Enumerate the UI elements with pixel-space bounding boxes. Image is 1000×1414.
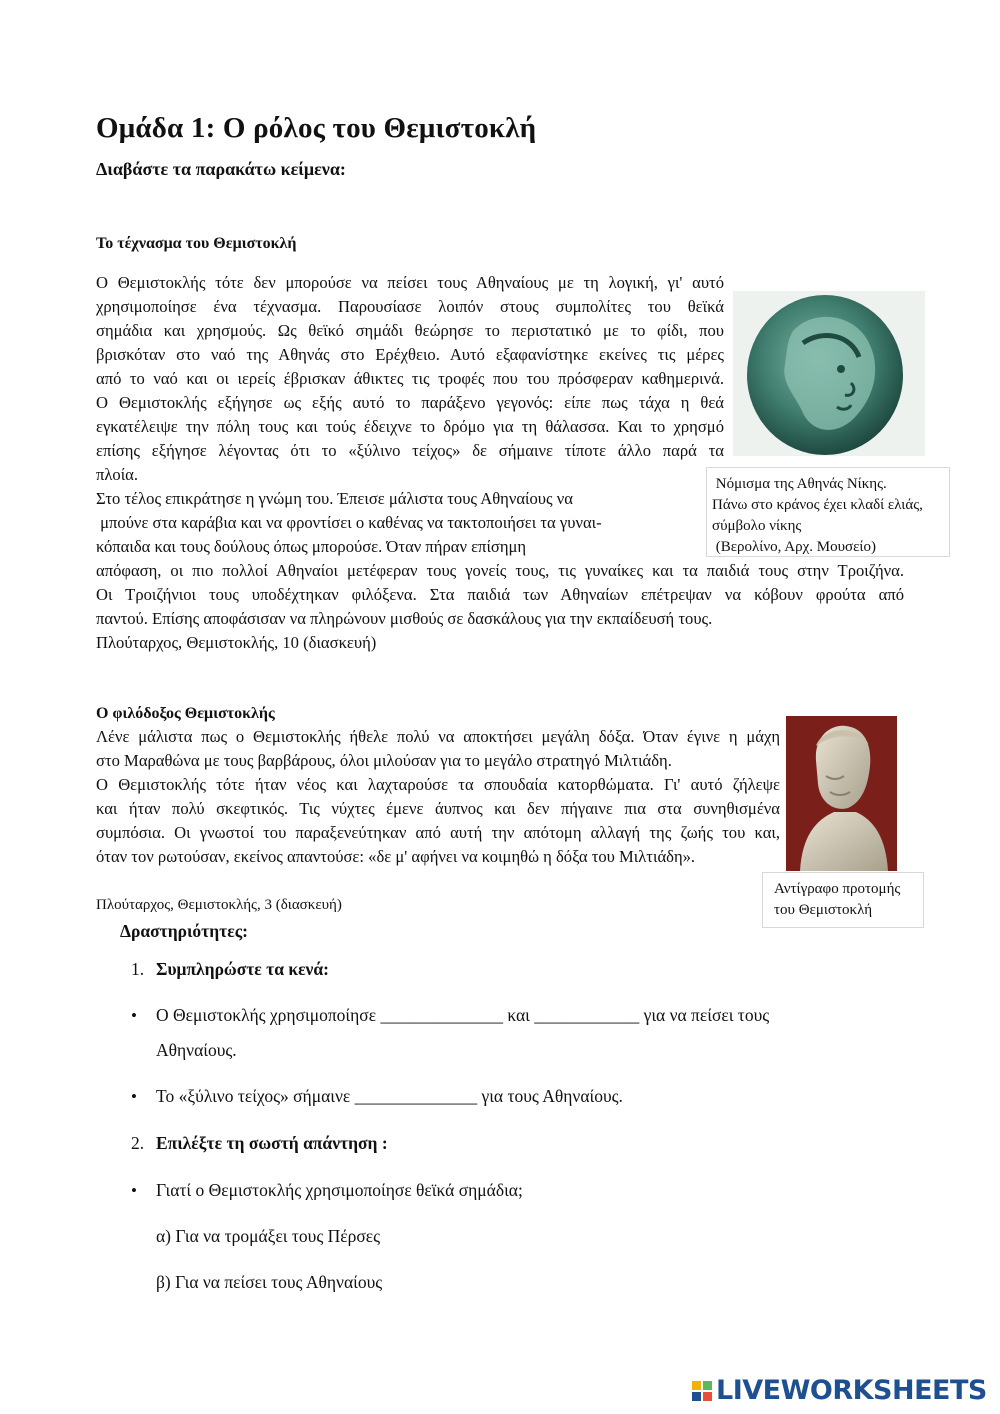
text-line: απόφαση, οι πιο πολλοί Αθηναίοι μετέφεραν τους γονείς τους, τις γυναίκες και τα παιδιά τους στην Τροιζήνα. <box>96 561 904 580</box>
logo-icon <box>692 1381 712 1401</box>
logo-square <box>692 1392 701 1401</box>
answer-option-a[interactable]: α) Για να τρομάξει τους Πέρσες <box>156 1226 381 1246</box>
fill-blank-sentence-1[interactable]: Ο Θεμιστοκλής χρησιμοποίησε ______________ και ____________ για να πείσει τους <box>156 1005 770 1025</box>
text-line: συμπόσια. Οι γνωστοί του παραξενεύτηκαν από αυτή την απότομη αλλαγή της ζωής του και, <box>96 823 780 842</box>
source-citation: Πλούταρχος, Θεμιστοκλής, 3 (διασκευή) <box>96 897 342 913</box>
caption-line: (Βερολίνο, Αρχ. Μουσείο) <box>712 539 876 555</box>
logo-square <box>703 1392 712 1401</box>
text-line: στο Μαραθώνα με τους βαρβάρους, όλοι μιλούσαν για το μεγάλο στρατηγό Μιλτιάδη. <box>96 751 672 770</box>
text-line: όταν τον ρωτούσαν, εκείνος απαντούσε: «δε μ' αφήνει να κοιμηθώ η δόξα του Μιλτιάδη». <box>96 847 696 866</box>
text-line: κόπαιδα και τους δούλους όπως μπορούσε. Όταν πήραν επίσημη <box>96 537 527 556</box>
fill-blank-sentence-2[interactable]: Το «ξύλινο τείχος» σήμαινε ______________ για τους Αθηναίους. <box>156 1086 623 1106</box>
text-line: βρισκόταν στο ναό της Αθηνάς στο Ερέχθειο. Αυτό εξαφανίστηκε εκείνες τις μέρες <box>96 345 724 364</box>
text-line: Ο Θεμιστοκλής τότε δεν μπορούσε να πείσει τους Αθηναίους με τη λογική, γι' αυτό <box>96 273 724 292</box>
text-line: Ο Θεμιστοκλής τότε ήταν νέος και λαχταρούσε τα σπουδαία κατορθώματα. Γι' αυτό ζήλεψε <box>96 775 780 794</box>
question-2-label: Επιλέξτε τη σωστή απάντηση : <box>156 1133 388 1153</box>
text-line: από το ναό και οι ιερείς έβρισκαν άθικτες τις τροφές που του πρόσφεραν καθημερινά. <box>96 369 724 388</box>
page-title: Ομάδα 1: Ο ρόλος του Θεμιστοκλή <box>96 112 537 144</box>
text-line: Ο Θεμιστοκλής εξήγησε ως εξής αυτό το παράξενο γεγονός: είπε πως τάχα η θεά <box>96 393 724 412</box>
text-line: εγκατέλειψε την πόλη τους και τούς έδειχνε το δρόμο για τη θάλασσα. Και το χρησμό <box>96 417 724 436</box>
text-line: πλοία. <box>96 465 139 484</box>
question-2-text: Γιατί ο Θεμιστοκλής χρησιμοποίησε θεϊκά σημάδια; <box>156 1180 523 1200</box>
bullet: • <box>131 1181 137 1200</box>
bust-image <box>786 716 897 871</box>
bust-caption <box>762 872 924 928</box>
activities-heading: Δραστηριότητες: <box>120 921 248 941</box>
section-heading-ambitious: Ο φιλόδοξος Θεμιστοκλής <box>96 705 275 722</box>
instructions: Διαβάστε τα παρακάτω κείμενα: <box>96 159 346 179</box>
logo-text: LIVEWORKSHEETS <box>716 1375 987 1406</box>
bullet: • <box>131 1087 137 1106</box>
section-heading-trick: Το τέχνασμα του Θεμιστοκλή <box>96 235 297 252</box>
text-line: Στο τέλος επικράτησε η γνώμη του. Έπεισε μάλιστα τους Αθηναίους να <box>96 489 573 508</box>
caption-line: Αντίγραφο προτομής <box>774 881 901 897</box>
coin-caption <box>706 467 950 557</box>
text-line: Λένε μάλιστα πως ο Θεμιστοκλής ήθελε πολύ να αποκτήσει μεγάλη δόξα. Όταν έγινε η μάχη <box>96 727 780 746</box>
source-citation: Πλούταρχος, Θεμιστοκλής, 10 (διασκευή) <box>96 633 377 652</box>
liveworksheets-logo <box>692 1375 987 1406</box>
question-1-label: Συμπληρώστε τα κενά: <box>156 959 329 979</box>
caption-line: Πάνω στο κράνος έχει κλαδί ελιάς, <box>712 497 923 513</box>
question-number: 2. <box>131 1133 145 1153</box>
logo-square <box>703 1381 712 1390</box>
logo-square <box>692 1381 701 1390</box>
text-line: μπούνε στα καράβια και να φροντίσει ο καθένας να τακτοποιήσει τα γυναι- <box>96 513 602 532</box>
text-line: παντού. Επίσης αποφάσισαν να πληρώνουν μισθούς σε δασκάλους για την εκπαίδευσή τους. <box>96 609 713 628</box>
coin-image <box>733 291 925 456</box>
caption-line: σύμβολο νίκης <box>712 518 802 534</box>
caption-line: Νόμισμα της Αθηνάς Νίκης. <box>712 476 887 492</box>
text-line: χρησιμοποίησε ένα τέχνασμα. Παρουσίασε λοιπόν στους συμπολίτες του θεϊκά <box>96 297 724 316</box>
fill-blank-sentence-1-cont: Αθηναίους. <box>156 1040 237 1060</box>
text-line: και ήταν πολύ σκεφτικός. Τις νύχτες έμενε άυπνος και δεν πήγαινε πια στα συνηθισμένα <box>96 799 780 818</box>
text-line: επίσης εξήγησε λέγοντας ότι το «ξύλινο τείχος» δε σήμαινε τίποτε άλλο παρά τα <box>96 441 724 460</box>
caption-line: του Θεμιστοκλή <box>774 902 873 918</box>
text-line: Οι Τροιζήνιοι τους υποδέχτηκαν φιλόξενα. Στα παιδιά των Αθηναίων επέτρεψαν να κόβουν φρούτα από <box>96 585 904 604</box>
answer-option-b[interactable]: β) Για να πείσει τους Αθηναίους <box>156 1272 383 1292</box>
bullet: • <box>131 1006 137 1025</box>
text-line: σημάδια και χρησμούς. Ως θεϊκό σημάδι θεώρησε το περιστατικό με το φίδι, που <box>96 321 724 340</box>
question-number: 1. <box>131 959 145 979</box>
